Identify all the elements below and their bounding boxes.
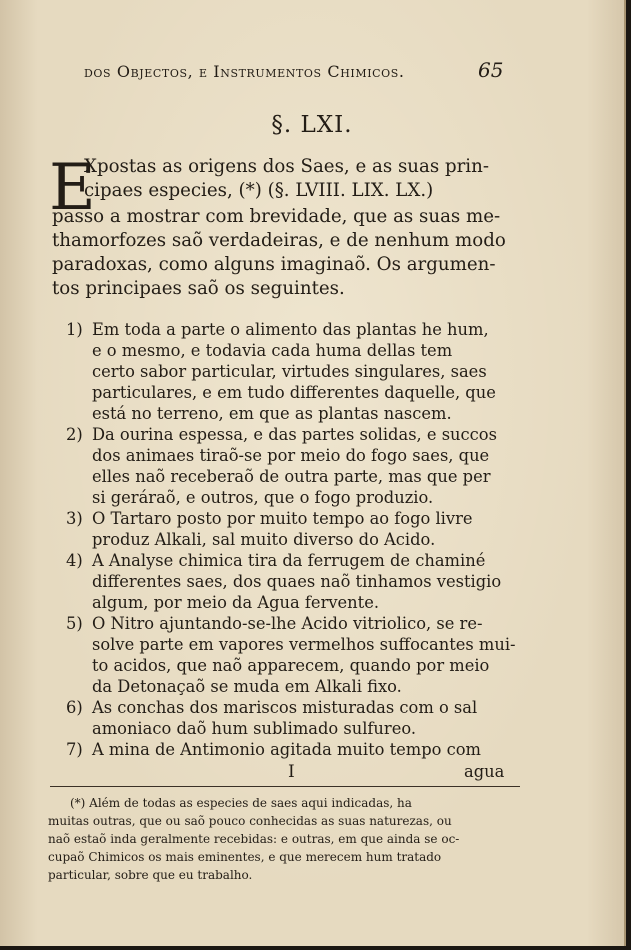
item-number: 6) xyxy=(66,698,83,717)
item-line: O Tartaro posto por muito tempo ao fogo livre xyxy=(92,509,473,528)
intro-line: cipaes especies, (*) (§. LVIII. LIX. LX.) xyxy=(84,180,434,201)
intro-line: paradoxas, como alguns imaginaõ. Os argumen- xyxy=(52,254,496,275)
item-number: 2) xyxy=(66,425,83,444)
item-line: si geráraõ, e outros, que o fogo produzio. xyxy=(92,488,434,507)
item-line: particulares, e em tudo differentes daquelle, que xyxy=(92,383,496,402)
footnote-rule xyxy=(50,786,520,787)
item-number: 1) xyxy=(66,320,83,339)
signature-mark: I xyxy=(288,762,295,782)
intro-line: passo a mostrar com brevidade, que as suas me- xyxy=(52,206,501,227)
footnote-line: muitas outras, que ou saõ pouco conhecidas as suas naturezas, ou xyxy=(48,814,452,828)
intro-line: thamorfozes saõ verdadeiras, e de nenhum modo xyxy=(52,230,506,251)
footnote-line: particular, sobre que eu trabalho. xyxy=(48,868,253,882)
item-line: A Analyse chimica tira da ferrugem de chaminé xyxy=(92,551,486,570)
item-line: dos animaes tiraõ-se por meio do fogo saes, que xyxy=(92,446,490,465)
item-line: Em toda a parte o alimento das plantas he hum, xyxy=(92,320,489,339)
footnote-line: naõ estaõ inda geralmente recebidas: e outras, em que ainda se oc- xyxy=(48,832,460,846)
item-line: A mina de Antimonio agitada muito tempo com xyxy=(92,740,482,759)
page-number: 65 xyxy=(478,58,504,82)
drop-cap: E xyxy=(49,151,96,225)
item-line: As conchas dos mariscos misturadas com o sal xyxy=(92,698,478,717)
catchword: agua xyxy=(464,762,505,781)
intro-line: tos principaes saõ os seguintes. xyxy=(52,278,345,299)
item-line: certo sabor particular, virtudes singulares, saes xyxy=(92,362,487,381)
item-line: está no terreno, em que as plantas nascem. xyxy=(92,404,452,423)
intro-line: Xpostas as origens dos Saes, e as suas prin- xyxy=(84,156,489,177)
item-number: 3) xyxy=(66,509,83,528)
item-line: algum, por meio da Agua fervente. xyxy=(92,593,380,612)
item-line: Da ourina espessa, e das partes solidas, e succos xyxy=(92,425,497,444)
item-number: 5) xyxy=(66,614,83,633)
item-line: da Detonaçaõ se muda em Alkali fixo. xyxy=(92,677,402,696)
item-line: to acidos, que naõ apparecem, quando por meio xyxy=(92,656,490,675)
section-heading: §. LXI. xyxy=(271,112,353,138)
item-line: e o mesmo, e todavia cada huma dellas tem xyxy=(92,341,453,360)
item-number: 4) xyxy=(66,551,83,570)
item-line: amoniaco daõ hum sublimado sulfureo. xyxy=(92,719,417,738)
item-number: 7) xyxy=(66,740,83,759)
footnote-line: cupaõ Chimicos os mais eminentes, e que merecem hum tratado xyxy=(48,850,442,864)
item-line: O Nitro ajuntando-se-lhe Acido vitriolico, se re- xyxy=(92,614,483,633)
item-line: solve parte em vapores vermelhos suffocantes mui- xyxy=(92,635,516,654)
item-line: produz Alkali, sal muito diverso do Acido. xyxy=(92,530,436,549)
footnote-line: (*) Além de todas as especies de saes aqui indicadas, ha xyxy=(70,796,412,810)
running-header: dos Objectos, e Instrumentos Chimicos. xyxy=(84,62,405,81)
item-line: differentes saes, dos quaes naõ tinhamos vestigio xyxy=(92,572,502,591)
item-line: elles naõ receberaõ de outra parte, mas que per xyxy=(92,467,491,486)
